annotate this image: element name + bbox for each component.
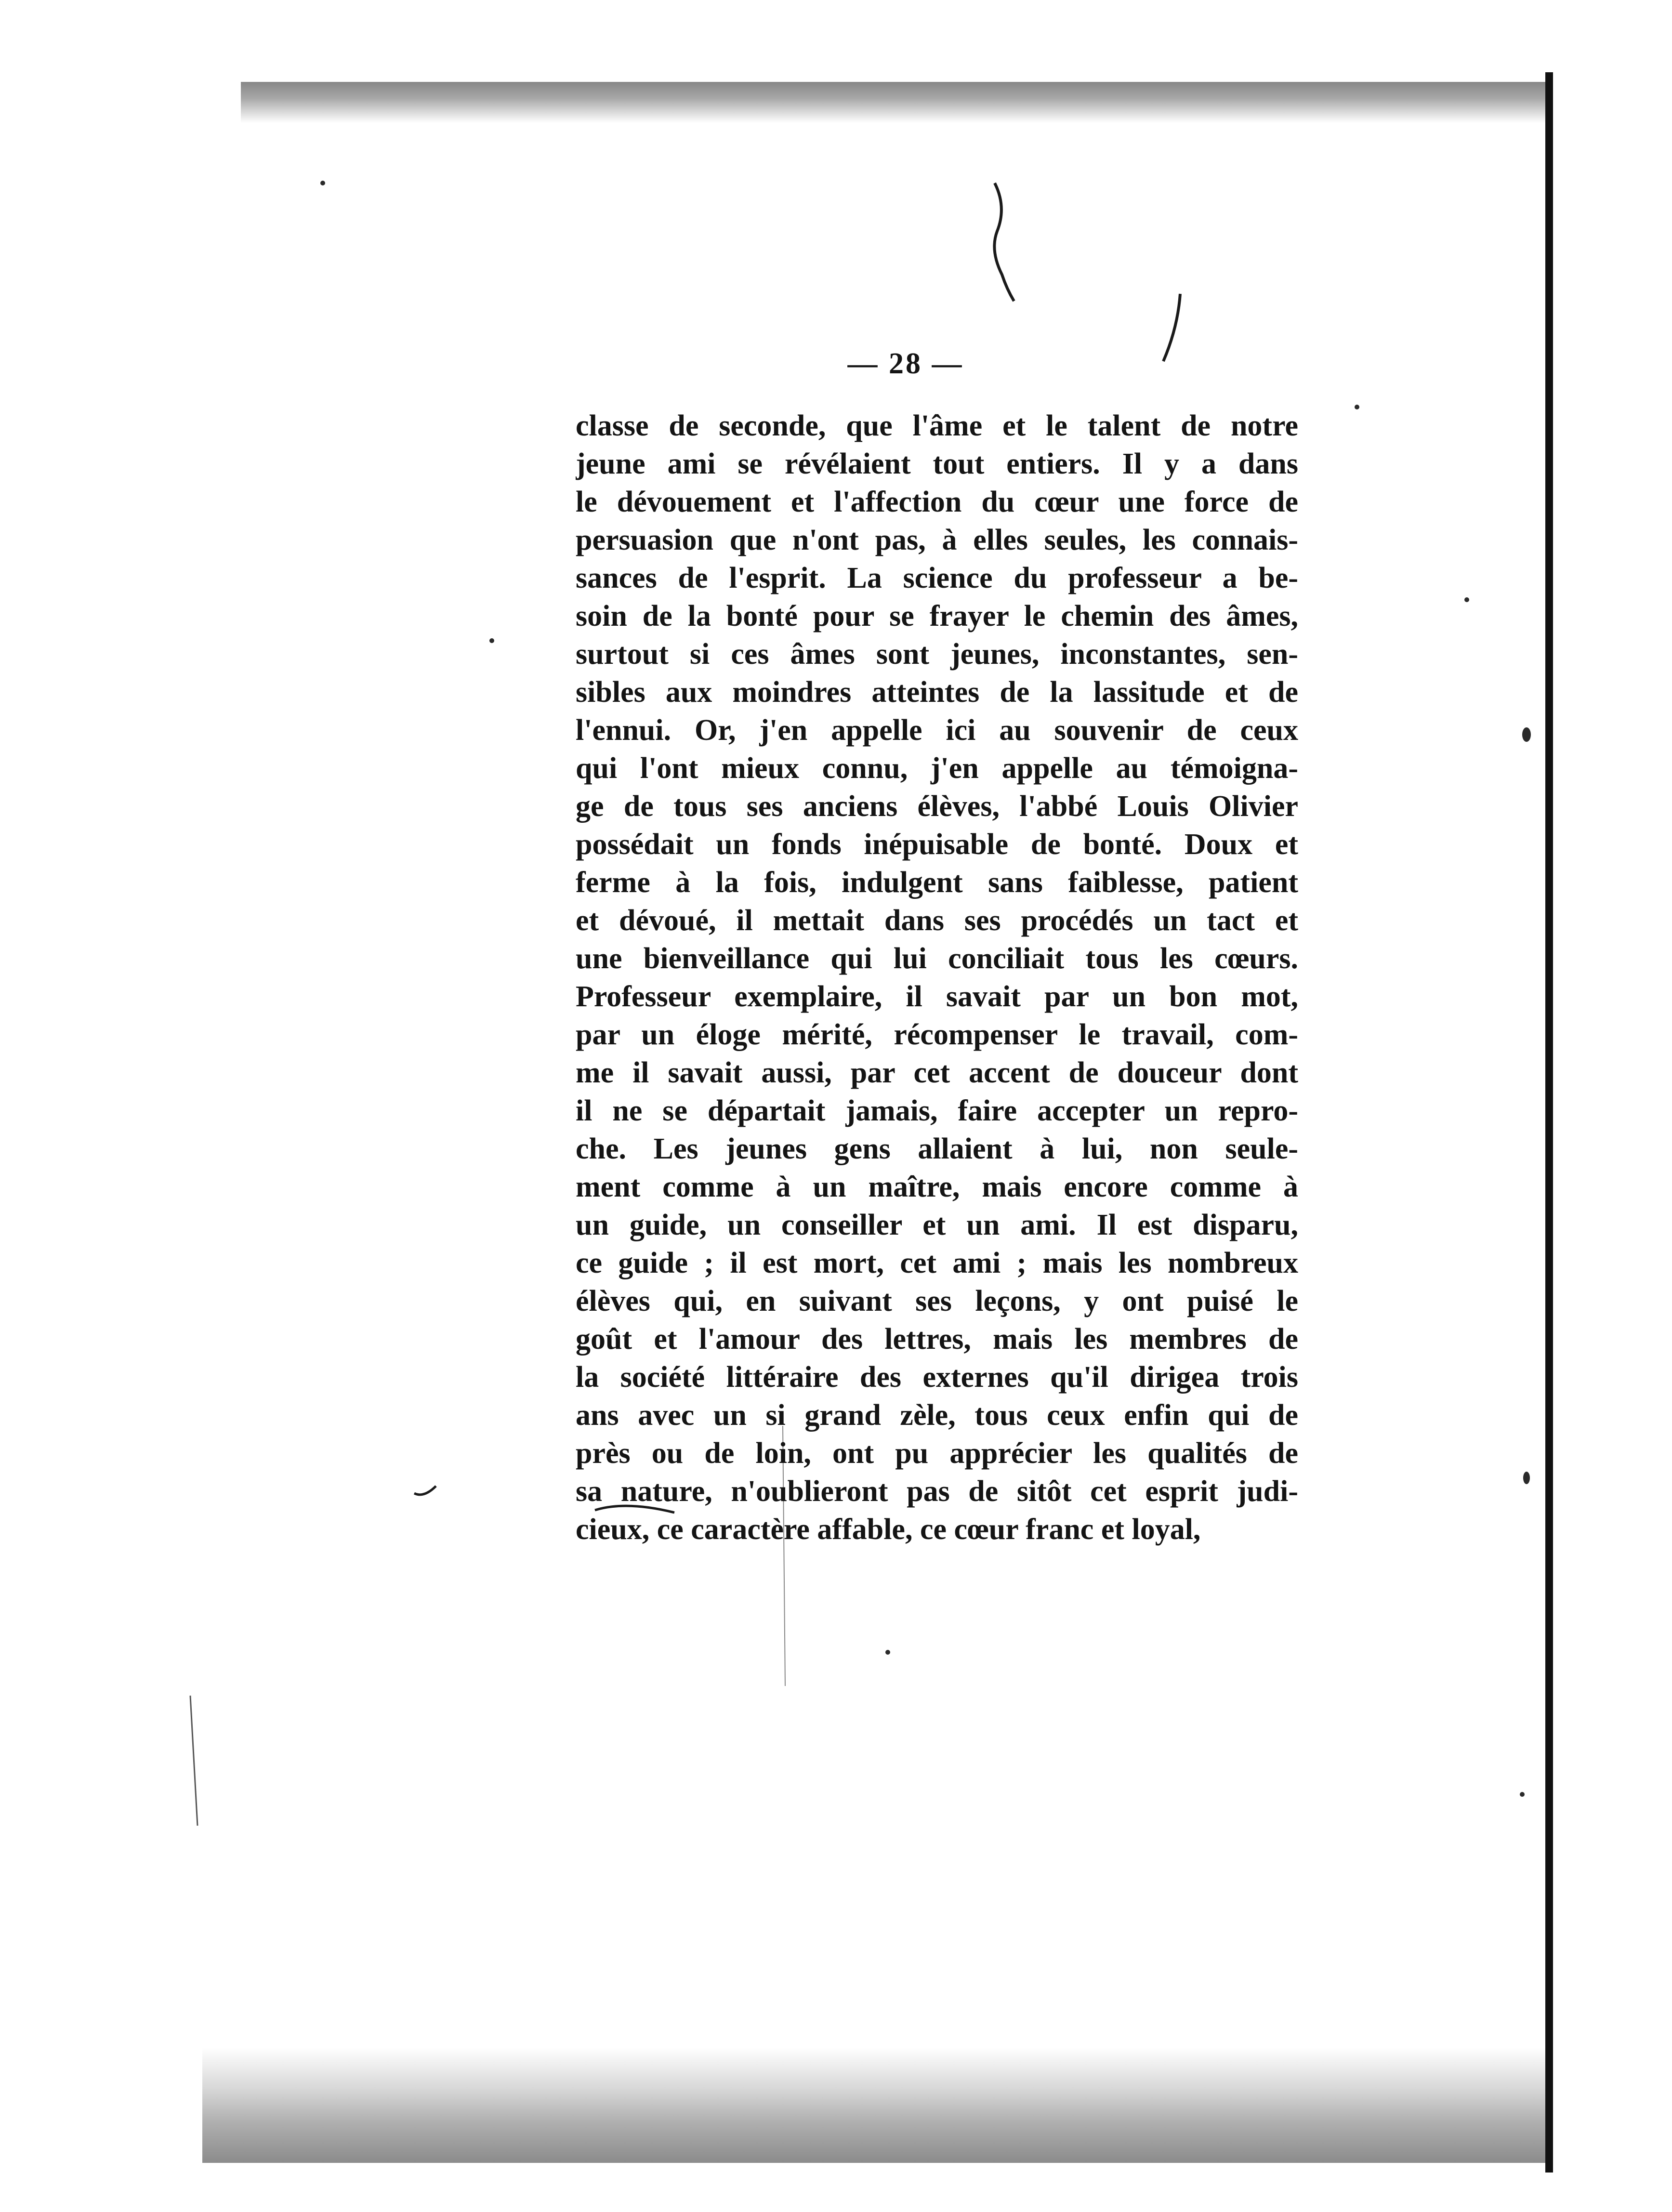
text-line: ans avec un si grand zèle, tous ceux enfin qui de bbox=[576, 1399, 1298, 1432]
page-spine-edge bbox=[1545, 72, 1553, 2172]
body-text bbox=[576, 407, 1298, 1549]
text-line: surtout si ces âmes sont jeunes, inconstantes, sen- bbox=[576, 638, 1298, 671]
text-line: un guide, un conseiller et un ami. Il est disparu, bbox=[576, 1209, 1298, 1241]
text-line: par un éloge mérité, récompenser le travail, com- bbox=[576, 1018, 1298, 1051]
text-line: che. Les jeunes gens allaient à lui, non seule- bbox=[576, 1132, 1298, 1165]
text-line: qui l'ont mieux connu, j'en appelle au témoigna- bbox=[576, 752, 1298, 785]
text-line: sances de l'esprit. La science du professeur a be- bbox=[576, 562, 1298, 594]
ink-speck bbox=[1522, 727, 1531, 742]
text-line: ferme à la fois, indulgent sans faiblesse, patient bbox=[576, 866, 1298, 899]
text-line: classe de seconde, que l'âme et le talent de notre bbox=[576, 409, 1298, 442]
text-line: le dévouement et l'affection du cœur une force de bbox=[576, 486, 1298, 518]
text-line: persuasion que n'ont pas, à elles seules, les connais- bbox=[576, 524, 1298, 556]
text-line: l'ennui. Or, j'en appelle ici au souvenir de ceux bbox=[576, 714, 1298, 747]
text-line: il ne se départait jamais, faire accepter un repro- bbox=[576, 1094, 1298, 1127]
text-line: élèves qui, en suivant ses leçons, y ont puisé le bbox=[576, 1285, 1298, 1317]
text-line: ment comme à un maître, mais encore comme à bbox=[576, 1171, 1298, 1203]
ink-speck bbox=[489, 638, 494, 643]
text-line: jeune ami se révélaient tout entiers. Il y a dans bbox=[576, 448, 1298, 480]
ink-speck bbox=[1355, 405, 1359, 409]
text-line: possédait un fonds inépuisable de bonté. Doux et bbox=[576, 828, 1298, 861]
text-line: et dévoué, il mettait dans ses procédés un tact et bbox=[576, 904, 1298, 937]
text-line: sa nature, n'oublieront pas de sitôt cet esprit judi- bbox=[576, 1475, 1298, 1508]
text-line: me il savait aussi, par cet accent de douceur dont bbox=[576, 1056, 1298, 1089]
text-line: ge de tous ses anciens élèves, l'abbé Louis Olivier bbox=[576, 790, 1298, 823]
text-line: soin de la bonté pour se frayer le chemin des âmes, bbox=[576, 600, 1298, 632]
ink-speck bbox=[1520, 1792, 1525, 1797]
ink-speck bbox=[320, 181, 325, 185]
text-line: goût et l'amour des lettres, mais les membres de bbox=[576, 1323, 1298, 1356]
ink-speck bbox=[1464, 597, 1469, 602]
text-line: près ou de loin, ont pu apprécier les qualités de bbox=[576, 1437, 1298, 1470]
text-line: la société littéraire des externes qu'il dirigea trois bbox=[576, 1361, 1298, 1394]
scan-shadow-bottom bbox=[202, 2047, 1551, 2163]
ink-speck bbox=[1523, 1472, 1530, 1484]
page-number: — 28 — bbox=[847, 347, 964, 380]
text-line: une bienveillance qui lui conciliait tous les cœurs. bbox=[576, 942, 1298, 975]
text-line: ce guide ; il est mort, cet ami ; mais les nombreux bbox=[576, 1247, 1298, 1279]
ink-speck bbox=[885, 1650, 890, 1655]
text-line: sibles aux moindres atteintes de la lassitude et de bbox=[576, 676, 1298, 709]
text-line: cieux, ce caractère affable, ce cœur franc et loyal, bbox=[576, 1513, 1201, 1546]
text-line: Professeur exemplaire, il savait par un bon mot, bbox=[576, 980, 1298, 1013]
scan-shadow-top bbox=[241, 82, 1551, 123]
